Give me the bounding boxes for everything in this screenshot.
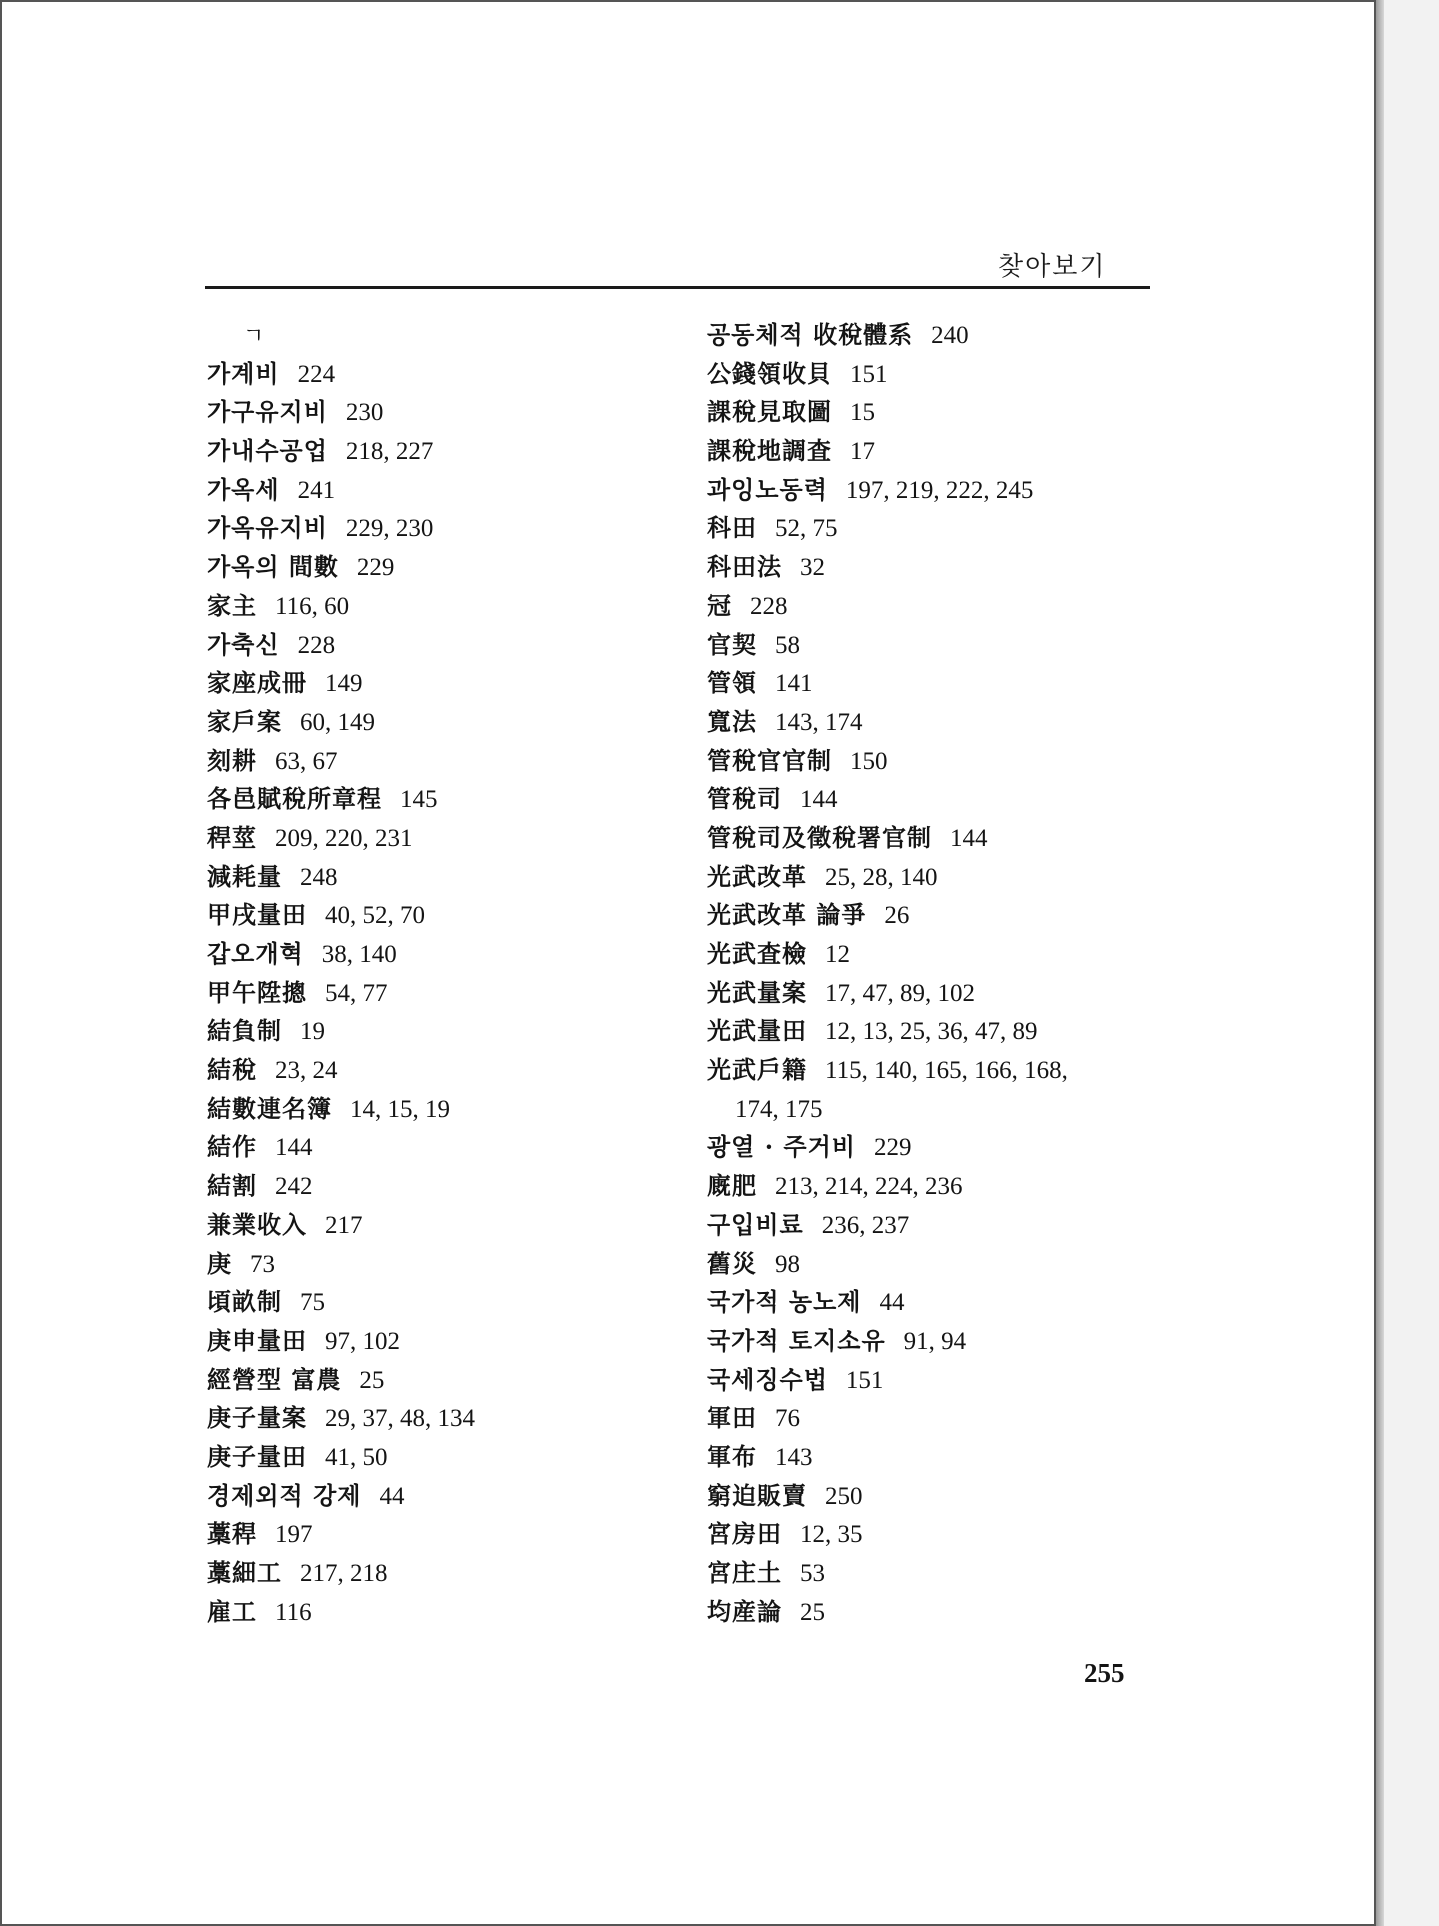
index-page-refs: 250 (825, 1482, 863, 1510)
index-term: 稈莖 (207, 822, 257, 852)
index-page-refs: 19 (300, 1018, 325, 1046)
index-entry (207, 471, 677, 510)
index-entry (707, 1051, 1177, 1090)
index-page-refs: 41, 50 (325, 1443, 388, 1471)
index-entry (207, 1283, 677, 1322)
index-term: 管領 (707, 668, 757, 698)
index-entry (707, 1322, 1177, 1361)
index-page-refs: 151 (845, 1366, 884, 1394)
index-page-refs: 143 (775, 1443, 813, 1471)
index-term: 結作 (207, 1132, 257, 1162)
index-term: 光武量案 (707, 977, 807, 1007)
index-page-refs: 115, 140, 165, 166, 168, (825, 1057, 1068, 1085)
index-page-refs: 228 (750, 592, 788, 620)
index-term: 光武量田 (707, 1016, 807, 1046)
index-page-refs: 230 (345, 399, 384, 427)
index-entry (707, 819, 1177, 858)
index-page-refs: 197, 219, 222, 245 (845, 476, 1034, 504)
index-entry (207, 1399, 677, 1438)
index-term: 官契 (707, 629, 757, 659)
index-term: 가옥세 (207, 474, 280, 504)
page-edge-shadow (1376, 0, 1384, 1926)
index-column-right (707, 316, 1177, 1631)
index-entry (207, 780, 677, 819)
index-page-refs: 240 (931, 322, 969, 349)
index-page-refs: 217 (325, 1211, 363, 1239)
index-page-refs: 15 (850, 399, 875, 427)
index-term: 管稅司及徵稅署官制 (707, 822, 932, 852)
index-term: 光武査檢 (707, 939, 807, 968)
index-entry (707, 1554, 1177, 1593)
index-page-refs: 213, 214, 224, 236 (775, 1173, 963, 1201)
index-term: 管稅司 (707, 784, 782, 814)
index-page-refs: 32 (800, 554, 825, 582)
index-term: 均産論 (707, 1596, 782, 1626)
index-entry (707, 1245, 1177, 1284)
index-entry (707, 1090, 1177, 1129)
index-page-refs: 144 (800, 786, 838, 814)
index-entry (207, 819, 677, 858)
index-page-refs: 209, 220, 231 (275, 824, 413, 852)
index-term: 庚申量田 (207, 1325, 307, 1355)
index-term: 減耗量 (207, 861, 282, 891)
index-entry (707, 432, 1177, 471)
index-entry (707, 1128, 1177, 1167)
index-term: 가축신 (207, 629, 280, 659)
header-divider (205, 286, 1150, 289)
index-page-refs: 75 (300, 1289, 325, 1317)
index-term: 庚子量田 (207, 1441, 307, 1471)
index-page-refs: 12 (825, 941, 850, 968)
index-page-refs: 58 (775, 631, 800, 659)
index-entry (707, 1167, 1177, 1206)
index-term: 宮庄土 (707, 1558, 782, 1587)
index-term: 구입비료 (707, 1209, 804, 1239)
index-entry (707, 1361, 1177, 1400)
index-term: 국가적 토지소유 (707, 1325, 886, 1355)
index-page-refs: 54, 77 (325, 979, 388, 1007)
index-term: 藁細工 (207, 1558, 282, 1587)
index-entry (207, 1593, 677, 1632)
index-page-refs: 224 (297, 360, 336, 388)
index-page-refs: 44 (379, 1482, 405, 1510)
index-term: ㄱ (243, 324, 266, 349)
index-page-refs: 73 (250, 1250, 275, 1278)
index-page-refs: 44 (879, 1289, 905, 1317)
index-entry (207, 432, 677, 471)
index-page-refs: 150 (850, 747, 888, 775)
index-page-refs: 151 (850, 360, 888, 388)
index-entry (207, 858, 677, 897)
index-entry (207, 509, 677, 548)
index-page-refs: 116 (275, 1598, 312, 1626)
index-term: 課稅見取圖 (707, 397, 832, 427)
index-term: 刻耕 (207, 745, 257, 775)
index-term: 경제외적 강제 (207, 1480, 362, 1510)
index-entry (207, 935, 677, 974)
index-entry (707, 664, 1177, 703)
index-term: 家座成冊 (207, 668, 307, 698)
index-entry (207, 1206, 677, 1245)
index-entry (707, 355, 1177, 394)
index-term: 各邑賦稅所章程 (207, 784, 382, 814)
index-page-refs: 174, 175 (735, 1095, 823, 1123)
index-entry (707, 471, 1177, 510)
index-page-refs: 76 (775, 1405, 800, 1433)
index-page-refs: 197 (275, 1521, 313, 1549)
index-term: 軍田 (707, 1403, 757, 1433)
index-page-refs: 91, 94 (903, 1327, 967, 1355)
index-page-refs: 53 (800, 1560, 825, 1587)
index-page-refs: 217, 218 (300, 1560, 388, 1587)
index-term: 가옥유지비 (207, 513, 328, 543)
index-entry (207, 703, 677, 742)
index-term: 庚 (207, 1248, 232, 1278)
index-term: 結稅 (207, 1055, 257, 1085)
index-term: 家主 (207, 590, 257, 620)
index-term: 국세징수법 (707, 1364, 828, 1394)
index-entry (707, 1206, 1177, 1245)
viewer-background (1384, 0, 1439, 1926)
index-page-refs: 229, 230 (345, 515, 434, 543)
index-term: 甲戌量田 (207, 900, 307, 930)
index-entry (707, 780, 1177, 819)
index-term: 藁稈 (207, 1519, 257, 1549)
index-term: 科田法 (707, 552, 782, 582)
index-entry (207, 742, 677, 781)
index-page-refs: 242 (275, 1173, 313, 1201)
index-entry (707, 509, 1177, 548)
index-term: 結割 (207, 1171, 257, 1201)
index-term: 과잉노동력 (707, 474, 828, 504)
index-entry (707, 1012, 1177, 1051)
index-term: 광열 · 주거비 (707, 1132, 856, 1162)
index-page-refs: 12, 13, 25, 36, 47, 89 (825, 1018, 1038, 1046)
index-term: 雇工 (207, 1596, 257, 1626)
index-term: 국가적 농노제 (707, 1287, 862, 1317)
index-entry (707, 316, 1177, 355)
index-page-refs: 25 (359, 1366, 385, 1394)
index-entry (207, 1090, 677, 1129)
index-page-refs: 143, 174 (775, 708, 863, 736)
index-entry (207, 587, 677, 626)
index-term: 兼業收入 (207, 1209, 307, 1239)
index-term: 공동체적 收稅體系 (707, 320, 914, 349)
index-page-refs: 145 (400, 786, 438, 814)
index-page-refs: 60, 149 (300, 708, 375, 736)
index-page-refs: 228 (297, 631, 336, 659)
index-entry (707, 974, 1177, 1013)
index-term: 가내수공업 (207, 436, 328, 466)
index-page-refs: 26 (884, 902, 910, 930)
index-term: 冠 (707, 590, 732, 620)
index-term: 가옥의 間數 (207, 552, 339, 582)
index-term: 科田 (707, 513, 757, 543)
index-entry (207, 355, 677, 394)
index-entry (707, 1438, 1177, 1477)
index-entry (207, 664, 677, 703)
index-term: 家戶案 (207, 706, 282, 736)
index-entry (707, 587, 1177, 626)
index-page-refs: 40, 52, 70 (325, 902, 425, 930)
index-term: 光武戶籍 (707, 1055, 807, 1085)
index-term: 가구유지비 (207, 397, 328, 427)
index-page-refs: 23, 24 (275, 1057, 338, 1085)
index-page-refs: 25, 28, 140 (825, 863, 938, 891)
index-page-refs: 144 (950, 824, 988, 852)
index-term: 光武改革 (707, 861, 807, 891)
index-entry (707, 1593, 1177, 1632)
index-term: 宮房田 (707, 1519, 782, 1549)
index-term: 갑오개혁 (207, 939, 304, 968)
index-entry (207, 548, 677, 587)
index-entry (207, 1012, 677, 1051)
index-entry (207, 393, 677, 432)
index-page-refs: 241 (297, 476, 336, 504)
index-page-refs: 116, 60 (275, 592, 350, 620)
index-entry (207, 626, 677, 665)
index-entry (207, 1477, 677, 1516)
index-term: 舊災 (707, 1248, 757, 1278)
index-entry (207, 1167, 677, 1206)
index-page-refs: 14, 15, 19 (350, 1095, 450, 1123)
index-entry (707, 1399, 1177, 1438)
index-page-refs: 98 (775, 1250, 800, 1278)
index-page-refs: 63, 67 (275, 747, 338, 775)
index-entry (207, 1361, 677, 1400)
index-entry (707, 703, 1177, 742)
index-entry (207, 1322, 677, 1361)
index-term: 窮迫販賣 (707, 1480, 807, 1510)
index-term: 庚子量案 (207, 1403, 307, 1433)
index-entry (207, 974, 677, 1013)
index-page-refs: 149 (325, 670, 363, 698)
index-term: 軍布 (707, 1441, 757, 1471)
index-entry (707, 896, 1177, 935)
index-entry (707, 548, 1177, 587)
index-entry (207, 316, 677, 355)
index-entry (707, 1515, 1177, 1554)
index-page-refs: 236, 237 (821, 1211, 910, 1239)
index-entry (207, 1128, 677, 1167)
index-page-refs: 29, 37, 48, 134 (325, 1405, 475, 1433)
index-term: 公錢領收貝 (707, 358, 832, 388)
index-term: 經營型 富農 (207, 1364, 342, 1394)
index-term: 結數連名簿 (207, 1093, 332, 1123)
index-term: 結負制 (207, 1016, 282, 1046)
index-entry (707, 393, 1177, 432)
index-entry (207, 896, 677, 935)
index-entry (707, 626, 1177, 665)
index-page-refs: 218, 227 (345, 438, 434, 466)
index-term: 甲午陞摠 (207, 977, 307, 1007)
index-page-refs: 17, 47, 89, 102 (825, 979, 975, 1007)
index-entry (707, 935, 1177, 974)
index-term: 頃畝制 (207, 1287, 282, 1317)
index-page-refs: 97, 102 (325, 1327, 400, 1355)
index-page-refs: 141 (775, 670, 813, 698)
index-page-refs: 25 (800, 1598, 825, 1626)
page-header-title: 찾아보기 (998, 252, 1107, 282)
index-page-refs: 12, 35 (800, 1521, 863, 1549)
index-entry (207, 1245, 677, 1284)
index-entry (207, 1554, 677, 1593)
index-entry (707, 1477, 1177, 1516)
index-page-refs: 52, 75 (775, 515, 838, 543)
index-entry (707, 742, 1177, 781)
index-term: 課稅地調査 (707, 436, 832, 466)
index-term: 가계비 (207, 358, 280, 388)
index-entry (207, 1438, 677, 1477)
index-page-refs: 229 (874, 1134, 912, 1162)
index-page-refs: 144 (275, 1134, 313, 1162)
page-number: 255 (1084, 1658, 1125, 1688)
index-entry (707, 858, 1177, 897)
index-term: 光武改革 論爭 (707, 900, 867, 930)
index-entry (207, 1515, 677, 1554)
index-entry (707, 1283, 1177, 1322)
index-entry (207, 1051, 677, 1090)
index-page-refs: 229 (356, 554, 395, 582)
index-column-left (207, 316, 677, 1631)
index-page-refs: 248 (300, 863, 338, 891)
index-page-refs: 17 (850, 438, 875, 466)
index-term: 管稅官官制 (707, 745, 832, 775)
index-page-refs: 38, 140 (321, 941, 397, 968)
index-term: 廐肥 (707, 1171, 757, 1201)
index-term: 寬法 (707, 706, 757, 736)
